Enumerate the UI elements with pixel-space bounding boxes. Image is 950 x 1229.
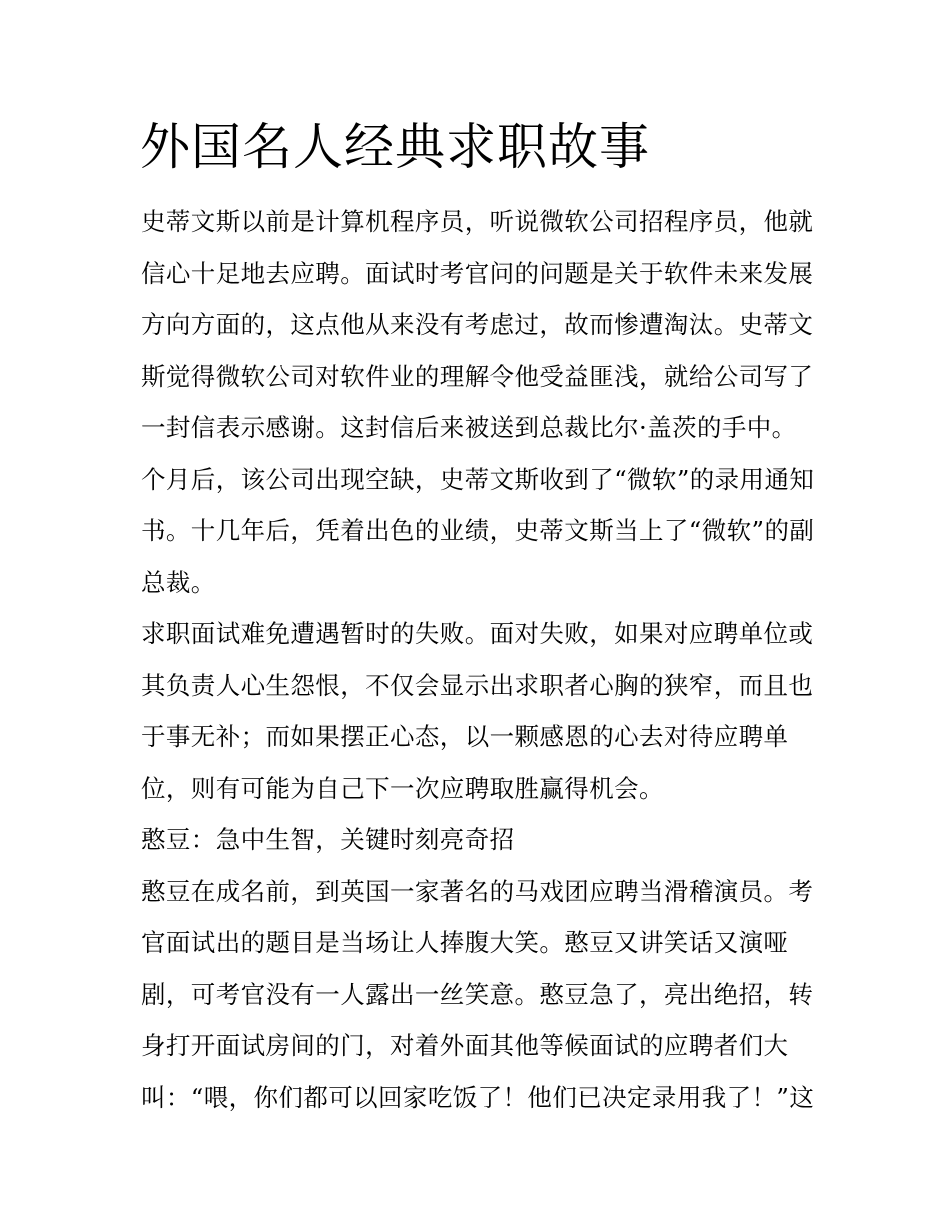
text-line: 身打开面试房间的门，对着外面其他等候面试的应聘者们大	[141, 1031, 789, 1060]
text-line: 书。十几年后，凭着出色的业绩，史蒂文斯当上了“微软”的副	[141, 516, 815, 545]
text-line: 剧，可考官没有一人露出一丝笑意。憨豆急了，亮出绝招，转	[141, 979, 814, 1009]
text-line: 位，则有可能为自己下一次应聘取胜赢得机会。	[141, 773, 664, 803]
text-line: 憨豆在成名前，到英国一家著名的马戏团应聘当滑稽演员。考	[141, 876, 814, 906]
text-line: 斯觉得微软公司对软件业的理解令他受益匪浅，就给公司写了	[141, 361, 814, 391]
text-line: 于事无补；而如果摆正心态，以一颗感恩的心去对待应聘单	[141, 722, 789, 751]
text-line: 叫：“喂，你们都可以回家吃饭了！他们已决定录用我了！”这	[141, 1082, 815, 1112]
text-line: 官面试出的题目是当场让人捧腹大笑。憨豆又讲笑话又演哑	[141, 928, 789, 957]
text-line: 个月后，该公司出现空缺，史蒂文斯收到了“微软”的录用通知	[141, 464, 815, 494]
document-body	[141, 196, 815, 1123]
text-line: 一封信表示感谢。这封信后来被送到总裁比尔·盖茨的手中。	[141, 413, 797, 442]
text-line: 史蒂文斯以前是计算机程序员，听说微软公司招程序员，他就	[141, 207, 814, 236]
text-line: 其负责人心生怨恨，不仅会显示出求职者心胸的狭窄，而且也	[141, 670, 814, 700]
text-line: 方向方面的，这点他从来没有考虑过，故而惨遭淘汰。史蒂文	[141, 310, 814, 339]
text-line: 求职面试难免遭遇暂时的失败。面对失败，如果对应聘单位或	[141, 619, 814, 648]
section-heading: 憨豆：急中生智，关键时刻亮奇招	[141, 825, 515, 854]
document-title: 外国名人经典求职故事	[140, 118, 650, 176]
text-line: 总裁。	[141, 567, 216, 597]
text-line: 信心十足地去应聘。面试时考官问的问题是关于软件未来发展	[141, 258, 814, 288]
